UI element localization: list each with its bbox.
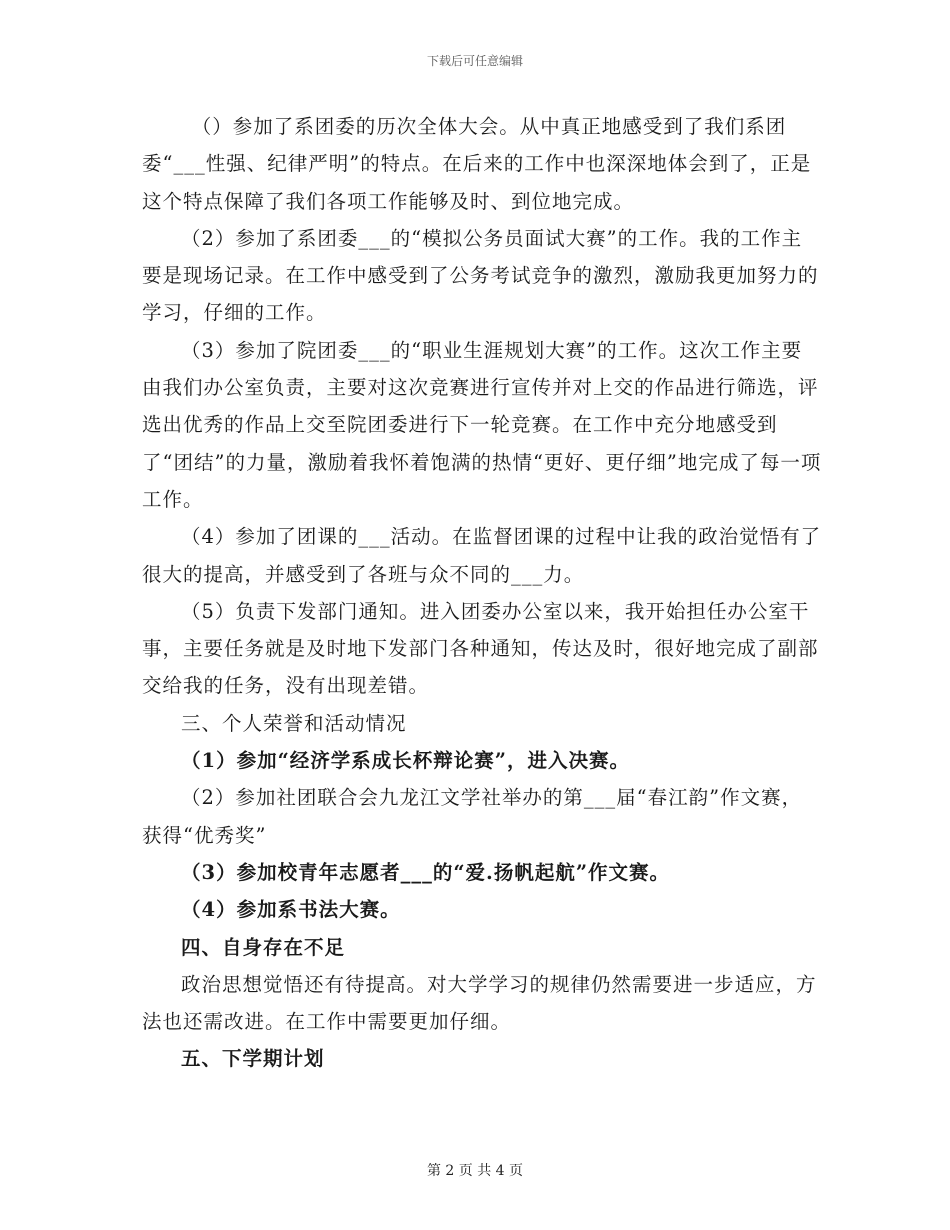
page-number: 第 2 页 共 4 页 bbox=[426, 1163, 524, 1179]
honor-item-essay-chunjiangyun: （2）参加社团联合会九龙江文学社举办的第___届“春江韵”作文赛，获得“优秀奖” bbox=[142, 786, 803, 847]
paragraph-career-planning-contest: （3）参加了院团委___的“职业生涯规划大赛”的工作。这次工作主要由我们办公室负责，主要对这次竞赛进行宣传并对上交的作品进行筛选，评选出优秀的作品上交至院团委进行下一轮竞赛。在工作中充分地感受到了“团结”的力量，激励着我怀着饱满的热情“更好、更仔细”地完成了每一项工作。 bbox=[142, 338, 822, 511]
page-header: 下载后可任意编辑 bbox=[426, 54, 523, 68]
paragraph-general-meetings: （）参加了系团委的历次全体大会。从中真正地感受到了我们系团委“___性强、纪律严明”的特点。在后来的工作中也深深地体会到了，正是这个特点保障了我们各项工作能够及时、到位地完成。 bbox=[142, 115, 812, 213]
paragraph-league-class: （4）参加了团课的___活动。在监督团课的过程中让我的政治觉悟有了很大的提高，并感受到了各班与众不同的___力。 bbox=[142, 525, 822, 586]
honor-item-calligraphy: （4）参加系书法大赛。 bbox=[181, 898, 401, 922]
section-heading-next-semester: 五、下学期计划 bbox=[181, 1047, 325, 1071]
paragraph-notices: （5）负责下发部门通知。进入团委办公室以来，我开始担任办公室干事，主要任务就是及时地下发部门各种通知，传达及时，很好地完成了副部交给我的任务，没有出现差错。 bbox=[142, 599, 819, 698]
honor-item-debate: （1）参加“经济学系成长杯辩论赛”，进入决赛。 bbox=[181, 749, 631, 773]
section-heading-honors: 三、个人荣誉和活动情况 bbox=[181, 711, 407, 735]
paragraph-shortcomings: 政治思想觉悟还有待提高。对大学学习的规律仍然需要进一步适应，方法也还需改进。在工作中需要更加仔细。 bbox=[142, 972, 817, 1034]
honor-item-essay-volunteer: （3）参加校青年志愿者___的“爱.扬帆起航”作文赛。 bbox=[181, 860, 671, 884]
paragraph-civil-servant-contest: （2）参加了系团委___的“模拟公务员面试大赛”的工作。我的工作主要是现场记录。在工作中感受到了公务考试竞争的激烈，激励我更加努力的学习，仔细的工作。 bbox=[142, 226, 819, 325]
section-heading-shortcomings: 四、自身存在不足 bbox=[181, 935, 346, 959]
document-body bbox=[142, 108, 822, 1078]
